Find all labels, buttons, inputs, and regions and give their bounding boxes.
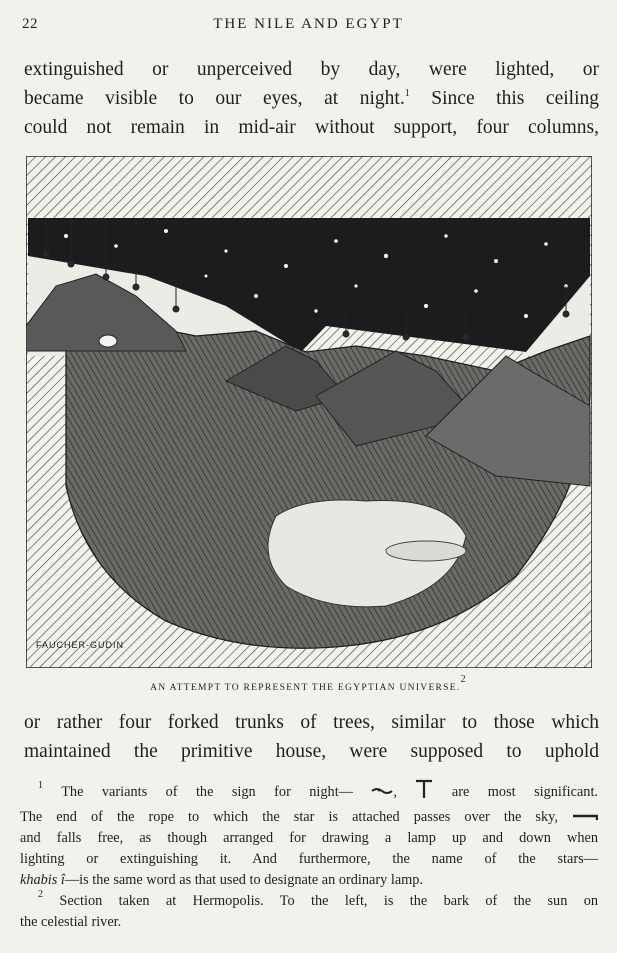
footnote-1-line: and falls free, as though arranged for drawing a lamp up and down when: [20, 830, 598, 847]
page-number: 22: [22, 16, 38, 32]
footnote-1-line: The end of the rope to which the star is attached passes over the sky,: [20, 807, 598, 828]
footnote-1-line: khabis î—is the same word as that used to designate an ordinary lamp.: [20, 872, 424, 889]
lamp-sign-glyph-icon: [415, 778, 433, 807]
body-text-line: or rather four forked trunks of trees, similar to those which: [24, 712, 599, 733]
body-text-line: maintained the primitive house, were supposed to uphold: [24, 741, 599, 762]
artist-signature: FAUCHER-GUDIN: [36, 640, 125, 650]
footnote-2: $^2$ Section taken at Hermopolis. To the left, is the bark of the sun on: [38, 889, 598, 910]
sun-bark: [99, 335, 117, 347]
body-text-line: extinguished or unperceived by day, were lighted, or: [24, 59, 599, 80]
running-title: THE NILE AND EGYPT: [213, 16, 404, 32]
egyptian-universe-illustration: [26, 156, 592, 668]
body-text-line: became visible to our eyes, at night.$^1$ Since this ceiling: [24, 88, 599, 109]
footnote-2-line: the celestial river.: [20, 914, 122, 931]
figure-caption: AN ATTEMPT TO REPRESENT THE EGYPTIAN UNIVERSE.$^2$: [150, 674, 467, 693]
footnote-1: $^1$ The variants of the sign for night— , are most significant.: [20, 778, 598, 807]
footnote-ref: 1: [404, 88, 410, 99]
footnote-ref: 2: [460, 674, 467, 685]
footnote-1-line: lighting or extinguishing it. And furthermore, the name of the stars—: [20, 851, 598, 868]
night-sign-glyph-icon: [371, 782, 393, 803]
body-text-line: could not remain in mid-air without support, four columns,: [24, 117, 599, 138]
sky-rope-glyph-icon: [572, 807, 598, 828]
footnotes: [20, 778, 598, 933]
